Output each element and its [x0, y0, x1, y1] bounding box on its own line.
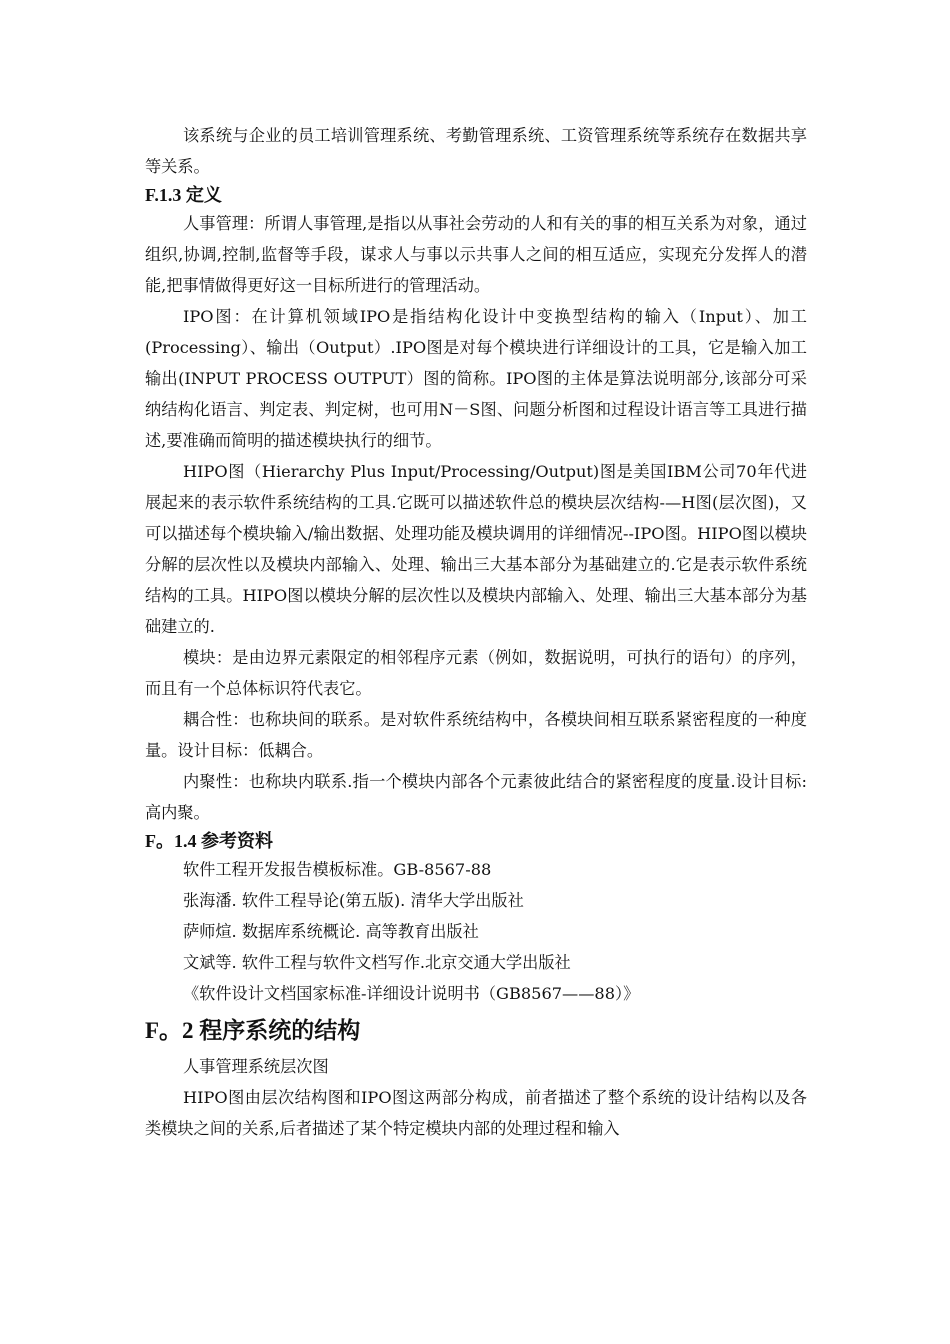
definition-paragraph-ipo: IPO图：在计算机领域IPO是指结构化设计中变换型结构的输入（Input）、加工(Processing）、输出（Output）.IPO图是对每个模块进行详细设计的工具，它是输入加工输出(INPUT PROCESS OUTPUT）图的简称。IPO图的主体是算法说明部分,该部分可采纳结构化语言、判定表、判定树，也可用N－S图、问题分析图和过程设计语言等工具进行描述,要准确而简明的描述模块执行的细节。 [145, 307, 807, 450]
structure-caption: 人事管理系统层次图 [183, 1057, 329, 1076]
document-page [145, 120, 807, 1144]
reference-item: 软件工程开发报告模板标准。GB-8567-88 [183, 860, 492, 879]
section-heading-definitions: F.1.3 定义 [145, 185, 222, 205]
reference-item: 张海潘. 软件工程导论(第五版). 清华大学出版社 [183, 891, 524, 910]
definition-paragraph-hipo: HIPO图（Hierarchy Plus Input/Processing/Output)图是美国IBM公司70年代进展起来的表示软件系统结构的工具.它既可以描述软件总的模块层次结构-—H图(层次图)，又可以描述每个模块输入/输出数据、处理功能及模块调用的详细情况--IPO图。HIPO图以模块分解的层次性以及模块内部输入、处理、输出三大基本部分为基础建立的.它是表示软件系统结构的工具。HIPO图以模块分解的层次性以及模块内部输入、处理、输出三大基本部分为基础建立的. [145, 462, 807, 636]
reference-item: 《软件设计文档国家标准-详细设计说明书（GB8567——88）》 [183, 984, 640, 1003]
section-heading-program-structure: F。2 程序系统的结构 [145, 1018, 361, 1043]
section-heading-references: F。1.4 参考资料 [145, 831, 273, 851]
intro-paragraph: 该系统与企业的员工培训管理系统、考勤管理系统、工资管理系统等系统存在数据共享等关系。 [145, 126, 807, 176]
structure-paragraph-hipo: HIPO图由层次结构图和IPO图这两部分构成，前者描述了整个系统的设计结构以及各类模块之间的关系,后者描述了某个特定模块内部的处理过程和输入 [145, 1088, 807, 1138]
definition-paragraph-cohesion: 内聚性：也称块内联系.指一个模块内部各个元素彼此结合的紧密程度的度量.设计目标:高内聚。 [145, 772, 807, 822]
definition-paragraph-personnel-management: 人事管理：所谓人事管理,是指以从事社会劳动的人和有关的事的相互关系为对象，通过组织,协调,控制,监督等手段，谋求人与事以示共事人之间的相互适应，实现充分发挥人的潜能,把事情做得更好这一目标所进行的管理活动。 [145, 214, 807, 295]
reference-item: 萨师煊. 数据库系统概论. 高等教育出版社 [183, 922, 479, 941]
definition-paragraph-coupling: 耦合性：也称块间的联系。是对软件系统结构中，各模块间相互联系紧密程度的一种度量。设计目标：低耦合。 [145, 710, 807, 760]
reference-item: 文斌等. 软件工程与软件文档写作.北京交通大学出版社 [183, 953, 571, 972]
definition-paragraph-module: 模块：是由边界元素限定的相邻程序元素（例如，数据说明，可执行的语句）的序列，而且有一个总体标识符代表它。 [145, 648, 807, 698]
